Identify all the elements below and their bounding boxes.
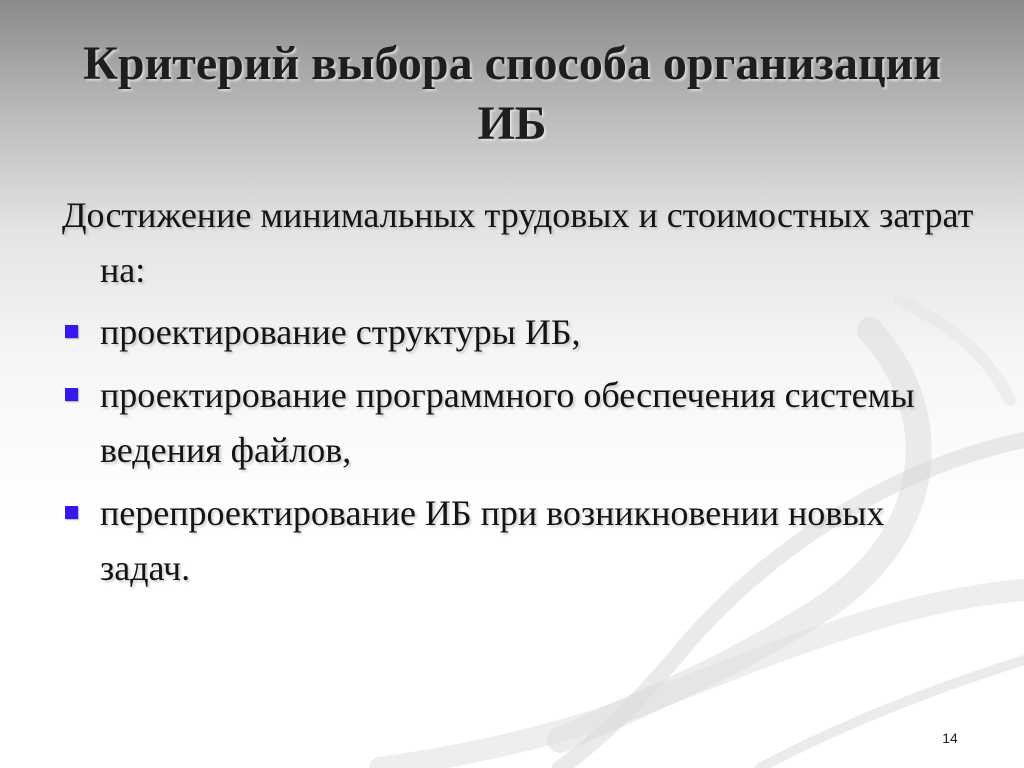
bullet-item: [62, 305, 982, 360]
square-bullet-icon: [65, 506, 78, 519]
slide-title: Критерий выбора способа организации ИБ: [83, 37, 941, 150]
square-bullet-icon: [65, 325, 78, 338]
bullet-text: перепроектирование ИБ при возникновении новых задач.: [100, 493, 885, 588]
bullet-item: [62, 368, 982, 478]
square-bullet-icon: [65, 388, 78, 401]
bullet-list: [62, 305, 982, 596]
slide-content: [62, 188, 982, 604]
bullet-text: проектирование программного обеспечения системы ведения файлов,: [100, 375, 915, 470]
intro-text: Достижение минимальных трудовых и стоимостных затрат на:: [62, 195, 974, 290]
swoosh-curve: [760, 660, 1024, 768]
bullet-text: проектирование структуры ИБ,: [100, 312, 581, 352]
bullet-item: [62, 486, 982, 596]
slide-number: 14: [942, 730, 958, 746]
